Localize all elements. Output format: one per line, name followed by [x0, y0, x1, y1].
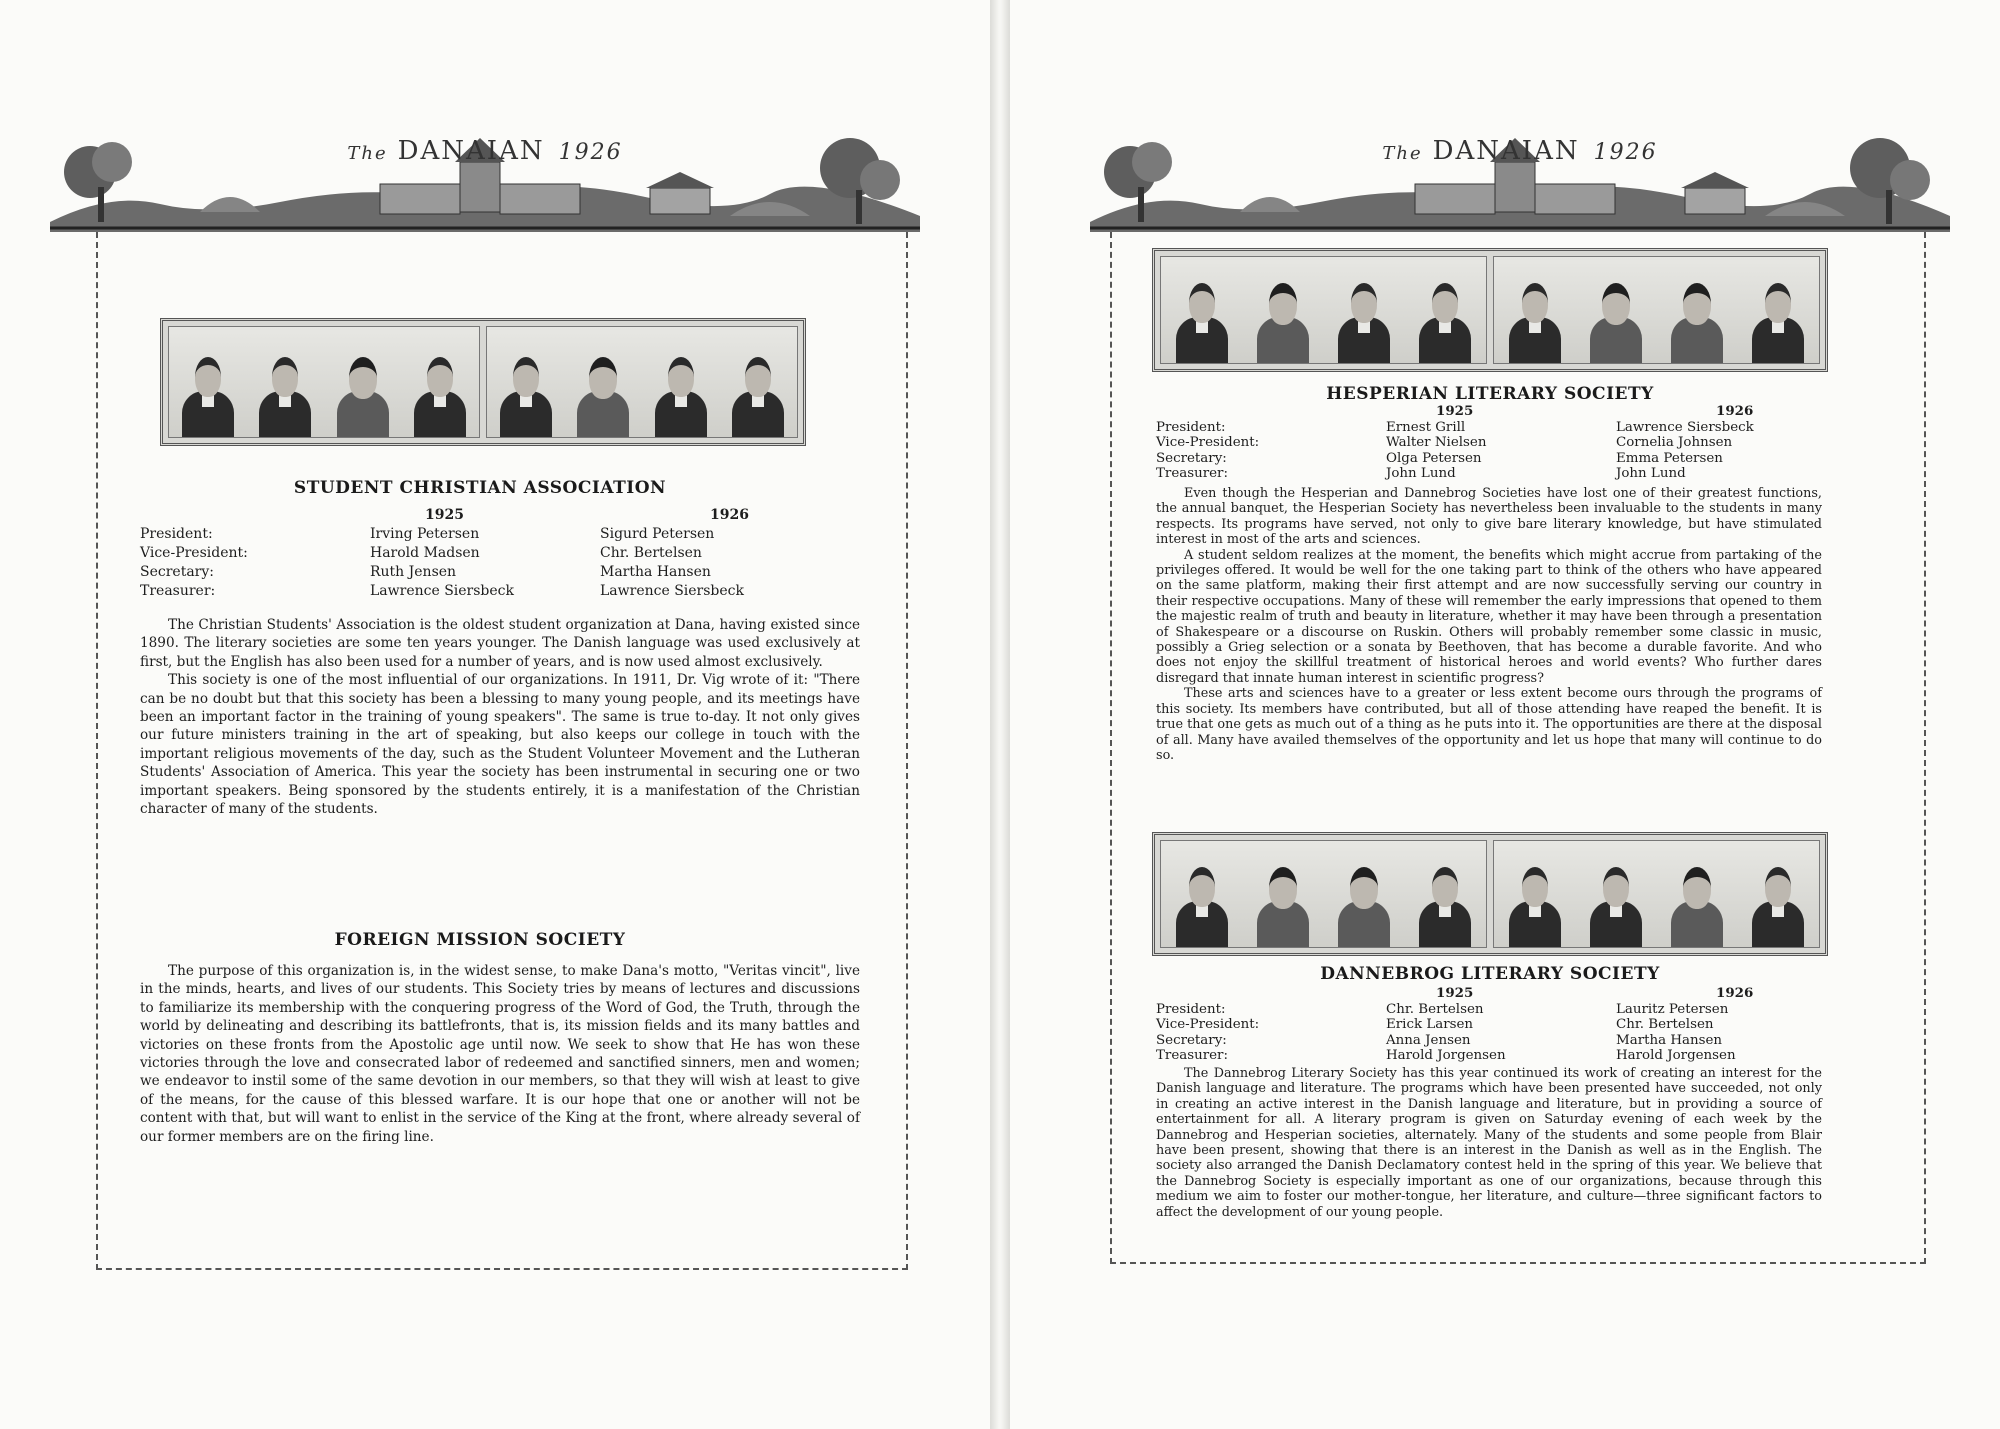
officer-1926: Martha Hansen [1616, 1032, 1723, 1048]
officer-row [140, 544, 749, 563]
year-1925: 1925 [1436, 403, 1474, 419]
banner-the: The [1382, 143, 1423, 164]
dannebrog-body [1156, 1066, 1822, 1220]
portrait [1176, 275, 1228, 363]
officer-role: Treasurer: [140, 583, 216, 599]
officer-role: Vice-President: [140, 545, 248, 561]
officer-1926: Sigurd Petersen [600, 526, 715, 542]
officer-role: Secretary: [1156, 450, 1227, 466]
officer-1926: Martha Hansen [600, 564, 711, 580]
officer-1925: Ruth Jensen [370, 564, 457, 580]
officer-row [1156, 1033, 1753, 1049]
portrait [1176, 859, 1228, 947]
fms-title: FOREIGN MISSION SOCIETY [334, 930, 626, 950]
photo-panel-1925 [1160, 840, 1487, 948]
year-1926: 1926 [1716, 403, 1754, 419]
paragraph: This society is one of the most influential of our organizations. In 1911, Dr. Vig wrote of it: "There can be no doubt but that this society has been a blessing to many young people, and its meetings have been an important factor in the training of young speakers". The same is true to-day. It not only gives our future ministers training in the art of speaking, but also keeps our college in touch with the important religious movements of the day, such as the Student Volunteer Movement and the Lutheran Students' Association of America. This year the society has been instrumental in securing one or two important speakers. Being sponsored by the students entirely, it is a manifestation of the Christian character of many of the students. [140, 672, 860, 818]
officers-year-header [1156, 404, 1754, 420]
officer-role: Vice-President: [1156, 1017, 1260, 1033]
banner-the: The [347, 143, 388, 164]
left-page [0, 0, 990, 1429]
right-page [1010, 0, 2000, 1429]
officer-role: Secretary: [1156, 1032, 1227, 1048]
paragraph: The Dannebrog Literary Society has this year continued its work of creating an interest for the Danish language and literature. The programs which have been presented have succeeded, not only in creating an active interest in the Danish language and literature, but in providing a source of entertainment for all. A literary program is given on Saturday evening of each week by the Dannebrog and Hesperian societies, alternately. Many of the students and some people from Blair have been present, showing that there is an interest in the Danish as well as in the English. The society also arranged the Danish Declamatory contest held in the spring of this year. We believe that the Dannebrog Society is especially important as one of our organizations, because through this medium we aim to foster our mother-tongue, her literature, and culture—three significant factors to affect the development of our young people. [1156, 1066, 1822, 1220]
hesperian-photo-strip [1152, 248, 1828, 372]
officer-1925: Anna Jensen [1386, 1032, 1471, 1048]
portrait [1590, 275, 1642, 363]
portrait [655, 349, 707, 437]
officer-1926: Lawrence Siersbeck [600, 583, 744, 599]
portrait [1752, 275, 1804, 363]
portrait [259, 349, 311, 437]
portrait [500, 349, 552, 437]
officer-1925: Olga Petersen [1386, 450, 1482, 466]
officer-row [140, 582, 749, 601]
officer-1925: Chr. Bertelsen [1386, 1001, 1484, 1017]
officer-1925: Harold Jorgensen [1386, 1048, 1506, 1064]
officer-1926: Chr. Bertelsen [1616, 1017, 1714, 1033]
dannebrog-title: DANNEBROG LITERARY SOCIETY [1320, 964, 1660, 984]
year-1925: 1925 [425, 507, 464, 523]
yearbook-banner [50, 132, 920, 232]
officer-1926: Lawrence Siersbeck [1616, 419, 1754, 435]
officers-year-header [140, 506, 749, 525]
photo-panel-1926 [1493, 256, 1820, 364]
officer-role: Secretary: [140, 564, 214, 580]
officer-role: President: [140, 526, 213, 542]
officer-1926: Emma Petersen [1616, 450, 1723, 466]
portrait [1338, 859, 1390, 947]
year-1925: 1925 [1436, 985, 1474, 1001]
banner-name: DANAIAN [1432, 136, 1580, 166]
portrait [1509, 275, 1561, 363]
yearbook-banner [1090, 132, 1950, 232]
banner-title [50, 136, 920, 166]
paragraph: A student seldom realizes at the moment, the benefits which might accrue from partaking of the privileges offered. It would be well for the one taking part to think of the others who have appeared on the same platform, making their first attempt and are now successfully serving our country in their respective occupations. Many of these will remember the early impressions that opened to them the majestic realm of truth and beauty in literature, whether it may have been through a presentation of Shakespeare or a discourse on Ruskin. Others will probably remember some classic in music, possibly a Grieg selection or a sonata by Beethoven, that has become a durable favorite. And who does not enjoy the skillful treatment of historical heroes and world events? Who further dares disregard that innate human interest in scientific progress? [1156, 547, 1822, 686]
officer-1926: John Lund [1616, 466, 1686, 482]
officer-1925: Erick Larsen [1386, 1017, 1474, 1033]
portrait [414, 349, 466, 437]
banner-year: 1926 [1593, 140, 1658, 165]
photo-panel-1926 [1493, 840, 1820, 948]
banner-year: 1926 [558, 140, 623, 165]
officer-row [1156, 466, 1754, 482]
officer-1925: Lawrence Siersbeck [370, 583, 514, 599]
paragraph: Even though the Hesperian and Dannebrog Societies have lost one of their greatest functions, the annual banquet, the Hesperian Society has nevertheless been invaluable to the students in many respects. Its programs have served, not only to give bare literary knowledge, but have stimulated interest in most of the arts and sciences. [1156, 486, 1822, 548]
banner-title [1090, 136, 1950, 166]
hesperian-title: HESPERIAN LITERARY SOCIETY [1326, 384, 1654, 404]
paragraph: These arts and sciences have to a greater or less extent become ours through the programs of this society. Its members have contributed, but all of those attending have reaped the benefit. It is true that one gets as much out of a thing as he puts into it. The opportunities are there at the disposal of all. Many have availed themselves of the opportunity and let us hope that many will continue to do so. [1156, 686, 1822, 763]
officer-row [1156, 420, 1754, 436]
officer-1925: Harold Madsen [370, 545, 480, 561]
officer-row [140, 525, 749, 544]
fms-body [140, 962, 860, 1146]
officer-row [140, 563, 749, 582]
photo-panel-1925 [1160, 256, 1487, 364]
sca-photo-strip [160, 318, 806, 446]
dannebrog-photo-strip [1152, 832, 1828, 956]
officer-row [1156, 1002, 1753, 1018]
portrait [1257, 275, 1309, 363]
photo-panel-1926 [486, 326, 798, 438]
portrait [1338, 275, 1390, 363]
officer-1925: Ernest Grill [1386, 419, 1466, 435]
officer-1925: Irving Petersen [370, 526, 480, 542]
portrait [1257, 859, 1309, 947]
portrait [1509, 859, 1561, 947]
officer-role: Vice-President: [1156, 435, 1260, 451]
portrait [732, 349, 784, 437]
officers-year-header [1156, 986, 1753, 1002]
officer-row [1156, 1017, 1753, 1033]
portrait [1752, 859, 1804, 947]
photo-panel-1925 [168, 326, 480, 438]
year-1926: 1926 [1716, 985, 1754, 1001]
officer-1926: Chr. Bertelsen [600, 545, 702, 561]
banner-name: DANAIAN [397, 136, 545, 166]
portrait [1671, 275, 1723, 363]
dannebrog-officers [1156, 986, 1753, 1064]
portrait [337, 349, 389, 437]
officer-1926: Lauritz Petersen [1616, 1001, 1729, 1017]
officer-row [1156, 435, 1754, 451]
officer-role: President: [1156, 419, 1226, 435]
sca-title: STUDENT CHRISTIAN ASSOCIATION [293, 478, 667, 498]
officer-row [1156, 451, 1754, 467]
sca-body [140, 616, 860, 818]
portrait [577, 349, 629, 437]
hesperian-officers [1156, 404, 1754, 482]
officer-1926: Cornelia Johnsen [1616, 435, 1733, 451]
hesperian-body [1156, 486, 1822, 763]
officer-1926: Harold Jorgensen [1616, 1048, 1736, 1064]
portrait [1419, 275, 1471, 363]
paragraph: The Christian Students' Association is the oldest student organization at Dana, having existed since 1890. The literary societies are some ten years younger. The Danish language was used exclusively at first, but the English has also been used for a number of years, and is now used almost exclusively. [140, 617, 860, 670]
sca-officers [140, 506, 749, 601]
officer-1925: John Lund [1386, 466, 1456, 482]
officer-role: Treasurer: [1156, 1048, 1228, 1064]
officer-role: Treasurer: [1156, 466, 1228, 482]
officer-1925: Walter Nielsen [1386, 435, 1487, 451]
portrait [1419, 859, 1471, 947]
officer-row [1156, 1048, 1753, 1064]
officer-role: President: [1156, 1001, 1226, 1017]
portrait [1590, 859, 1642, 947]
book-gutter [990, 0, 1010, 1429]
year-1926: 1926 [710, 507, 749, 523]
portrait [182, 349, 234, 437]
portrait [1671, 859, 1723, 947]
paragraph: The purpose of this organization is, in the widest sense, to make Dana's motto, "Veritas vincit", live in the minds, hearts, and lives of our students. This Society tries by means of lectures and discussions to familiarize its membership with the conquering progress of the Word of God, the Truth, through the world by delineating and describing its battlefronts, that is, its mission fields and its many battles and victories on these fronts from the Apostolic age until now. We seek to show that He has won these victories through the love and consecrated labor of redeemed and sanctified sinners, men and women; we endeavor to instil some of the same devotion in our members, so that they will wish at least to give of the means, for the cause of this blessed warfare. It is our hope that one or another will not be content with that, but will want to enlist in the service of the King at the front, where already several of our former members are on the firing line. [140, 963, 860, 1145]
